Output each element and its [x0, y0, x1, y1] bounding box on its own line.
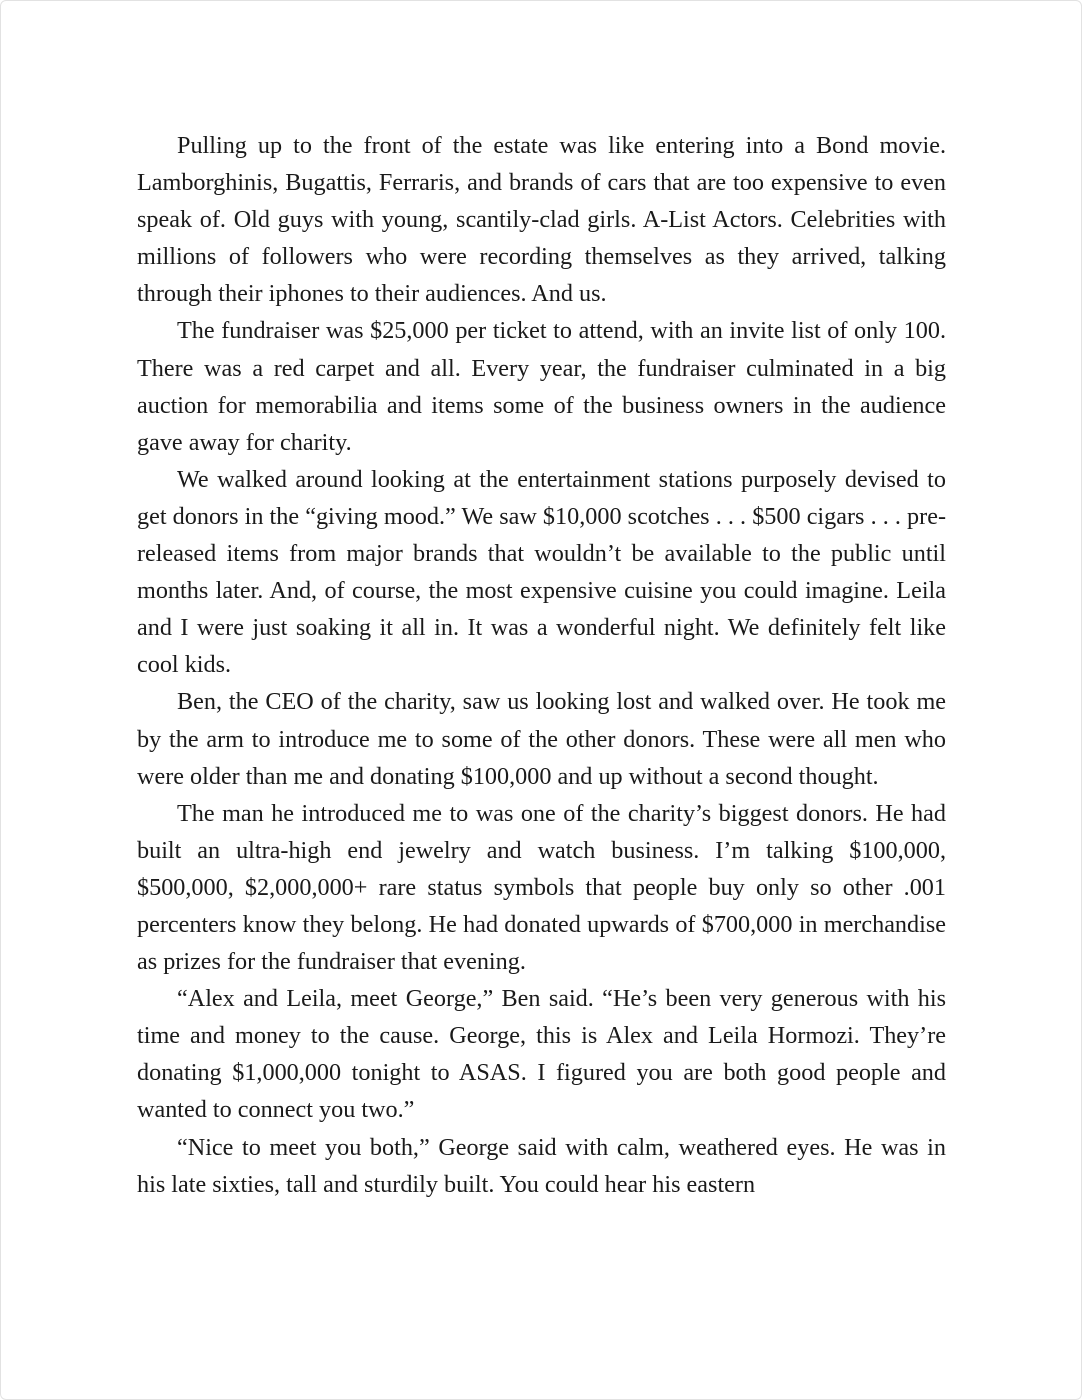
paragraph: The fundraiser was $25,000 per ticket to attend, with an invite list of only 100. There was a red carpet and all. Every year, the fundraiser culminated in a big auction for memorabilia and items some of the business owners in the audience gave away for charity. [137, 317, 946, 456]
paragraph: “Nice to meet you both,” George said with calm, weathered eyes. He was in his late sixties, tall and sturdily built. You could hear his eastern [137, 1133, 946, 1198]
paragraph: Ben, the CEO of the charity, saw us looking lost and walked over. He took me by the arm to introduce me to some of the other donors. These were all men who were older than me and donating $100,000 and up without a second thought. [137, 688, 946, 790]
paragraph: The man he introduced me to was one of the charity’s biggest donors. He had built an ultra-high end jewelry and watch business. I’m talking $100,000, $500,000, $2,000,000+ rare status symbols that people buy only so other .001 percenters know they belong. He had donated upwards of $700,000 in merchandise as prizes for the fundraiser that evening. [137, 799, 946, 976]
paragraph: “Alex and Leila, meet George,” Ben said. “He’s been very generous with his time and money to the cause. George, this is Alex and Leila Hormozi. They’re donating $1,000,000 tonight to ASAS. I figured you are both good people and wanted to connect you two.” [137, 985, 946, 1124]
body-text [137, 127, 946, 1203]
paragraph: Pulling up to the front of the estate was like entering into a Bond movie. Lamborghinis, Bugattis, Ferraris, and brands of cars that are too expensive to even speak of. Old guys with young, scantily-clad girls. A-List Actors. Celebrities with millions of followers who were recording themselves as they arrived, talking through their iphones to their audiences. And us. [137, 132, 946, 308]
paragraph: We walked around looking at the entertainment stations purposely devised to get donors in the “giving mood.” We saw $10,000 scotches . . . $500 cigars . . . pre-released items from major brands that wouldn’t be available to the public until months later. And, of course, the most expensive cuisine you could imagine. Leila and I were just soaking it all in. It was a wonderful night. We definitely felt like cool kids. [137, 465, 946, 679]
